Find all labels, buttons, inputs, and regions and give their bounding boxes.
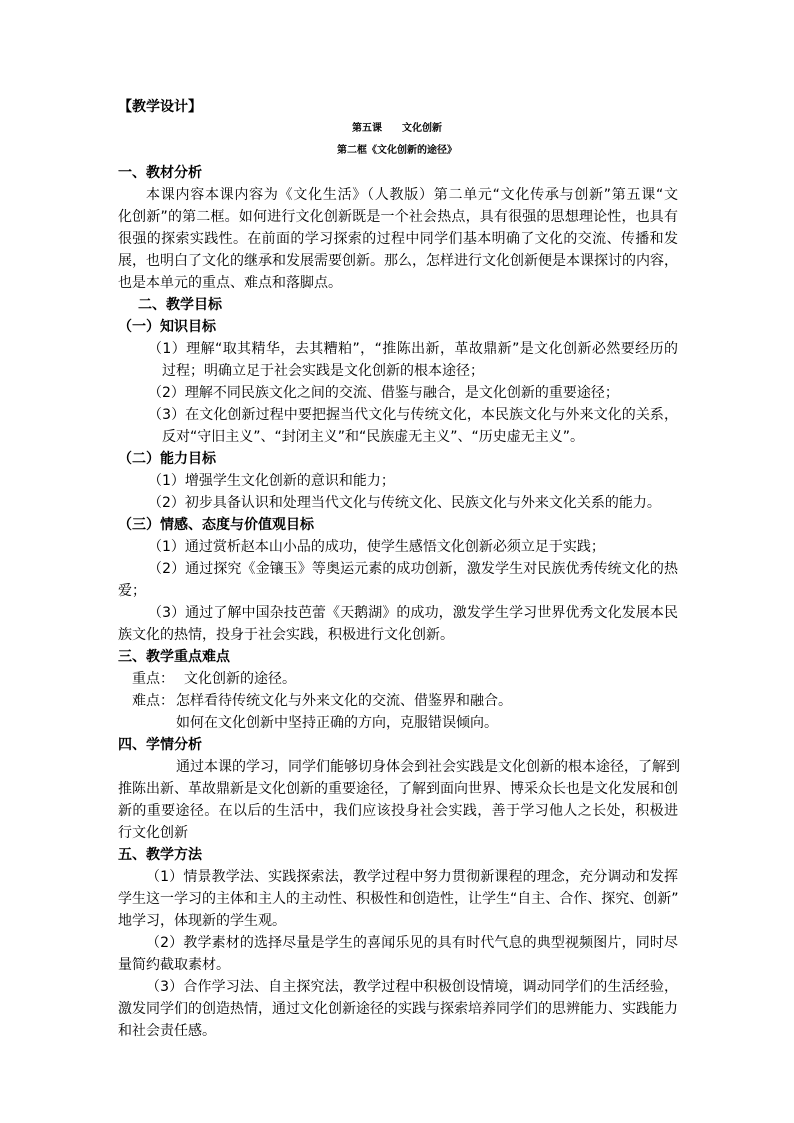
paragraph-line: 展，也明白了文化的继承和发展需要创新。那么，怎样进行文化创新便是本课探讨的内容， <box>118 253 678 269</box>
doc-tag: 【教学设计】 <box>118 99 202 115</box>
goal-line: （1）通过赏析赵本山小品的成功，使学生感悟文化创新必须立足于实践； <box>148 539 605 555</box>
paragraph-line: 行文化创新 <box>118 825 188 841</box>
goal-line: 反对“守旧主义”、“封闭主义”和“民族虚无主义”、“历史虚无主义”。 <box>162 429 585 445</box>
paragraph-line: （3）合作学习法、自主探究法，教学过程中积极创设情境，调动同学们的生活经验， <box>146 979 678 995</box>
goal-line: （2）理解不同民族文化之间的交流、借鉴与融合，是文化创新的重要途径； <box>148 385 619 401</box>
difficulty-text: 怎样看待传统文化与外来文化的交流、借鉴界和融合。 <box>176 693 512 709</box>
emotion-goals-heading: （三）情感、态度与价值观目标 <box>118 517 314 533</box>
paragraph-line: （1）情景教学法、实践探索法，教学过程中努力贯彻新课程的理念，充分调动和发挥 <box>146 869 678 885</box>
goal-line: （1）增强学生文化创新的意识和能力； <box>148 473 395 489</box>
lesson-title: 第五课 文化创新 <box>352 123 442 134</box>
section-4-heading: 四、学情分析 <box>118 737 202 753</box>
goal-line: （2）通过探究《金镶玉》等奥运元素的成功创新，激发学生对民族优秀传统文化的热 <box>148 561 678 577</box>
knowledge-goals-heading: （一）知识目标 <box>118 319 216 335</box>
goal-line: （3）在文化创新过程中要把握当代文化与传统文化，本民族文化与外来文化的关系， <box>148 407 678 423</box>
key-point-label: 重点： <box>132 671 174 687</box>
paragraph-line: 激发同学们的创造热情，通过文化创新途径的实践与探索培养同学们的思辨能力、实践能力 <box>118 1001 678 1017</box>
paragraph-line: 学生这一学习的主体和主人的主动性、积极性和创造性，让学生“自主、合作、探究、创新” <box>118 891 679 907</box>
paragraph-line: 新的重要途径。在以后的生活中，我们应该投身社会实践，善于学习他人之长处，积极进 <box>118 803 678 819</box>
goal-line: 爱； <box>118 583 146 599</box>
paragraph-line: （2）教学素材的选择尽量是学生的喜闻乐见的具有时代气息的典型视频图片，同时尽 <box>146 935 678 951</box>
paragraph-line: 量简约截取素材。 <box>118 957 230 973</box>
paragraph-line: 本课内容本课内容为《文化生活》（人教版）第二单元“文化传承与创新”第五课“文 <box>146 187 678 203</box>
section-3-heading: 三、教学重点难点 <box>118 649 230 665</box>
section-5-heading: 五、教学方法 <box>118 847 202 863</box>
key-point-text: 文化创新的途径。 <box>184 671 296 687</box>
section-1-heading: 一、教材分析 <box>118 165 202 181</box>
paragraph-line: 推陈出新、革故鼎新是文化创新的重要途径，了解到面向世界、博采众长也是文化发展和创 <box>118 781 678 797</box>
paragraph-line: 很强的探索实践性。在前面的学习探索的过程中同学们基本明确了文化的交流、传播和发 <box>118 231 678 247</box>
paragraph-line: 化创新”的第二框。如何进行文化创新既是一个社会热点，具有很强的思想理论性，也具有 <box>118 209 678 225</box>
goal-line: （2）初步具备认识和处理当代文化与传统文化、民族文化与外来文化关系的能力。 <box>148 495 661 511</box>
goal-line: 族文化的热情，投身于社会实践，积极进行文化创新。 <box>118 627 454 643</box>
difficulty-text: 如何在文化创新中坚持正确的方向，克服错误倾向。 <box>176 715 498 731</box>
ability-goals-heading: （二）能力目标 <box>118 451 216 467</box>
paragraph-line: 和社会责任感。 <box>118 1023 216 1039</box>
goal-line: 过程；明确立足于社会实践是文化创新的根本途径； <box>162 363 484 379</box>
section-title: 第二框《文化创新的途径》 <box>337 145 457 156</box>
difficulty-label: 难点： <box>132 693 174 709</box>
goal-line: （3）通过了解中国杂技芭蕾《天鹅湖》的成功，激发学生学习世界优秀文化发展本民 <box>148 605 678 621</box>
paragraph-line: 通过本课的学习，同学们能够切身体会到社会实践是文化创新的根本途径，了解到 <box>176 759 680 775</box>
section-2-heading: 二、教学目标 <box>138 297 222 313</box>
paragraph-line: 也是本单元的重点、难点和落脚点。 <box>118 275 342 291</box>
goal-line: （1）理解“取其精华，去其糟粕”，“推陈出新，革故鼎新”是文化创新必然要经历的 <box>148 341 678 357</box>
paragraph-line: 地学习，体现新的学生观。 <box>118 913 286 929</box>
